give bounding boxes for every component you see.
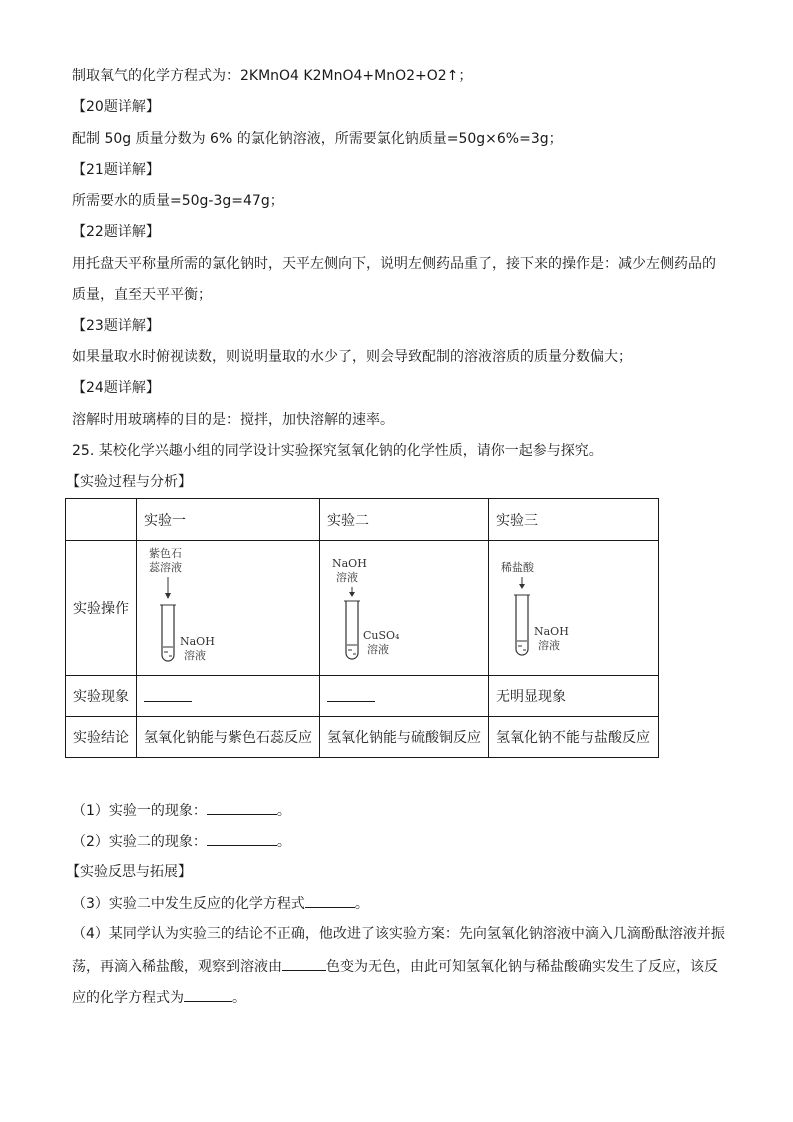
answer-blank [327,687,375,702]
answer-blank [207,831,277,846]
heading-24: 【24题详解】 [72,380,160,396]
conclusion-exp1: 氢氧化钠能与紫色石蕊反应 [137,717,320,758]
test-tube-2-icon [340,587,364,667]
phenomenon-exp3: 无明显现象 [489,676,659,717]
answer-line-22b: 质量，直至天平平衡； [72,287,212,303]
conclusion-exp3: 氢氧化钠不能与盐酸反应 [489,717,659,758]
question-4-line-3 [72,987,246,1008]
answer-blank [207,800,277,815]
heading-23: 【23题详解】 [72,318,160,334]
question-4-text-a: 荡，再滴入稀盐酸，观察到溶液由 [72,959,282,975]
question-1-period: 。 [276,803,291,819]
diagram2-drop-label-1: NaOH [332,557,367,570]
heading-22: 【22题详解】 [72,224,160,240]
row-label-phenomenon: 实验现象 [66,676,137,717]
answer-blank [282,956,326,971]
question-1-text: （1）实验一的现象： [72,803,207,819]
diagram1-drop-label-2: 蕊溶液 [149,561,182,574]
test-tube-1-icon [156,577,180,667]
answer-line-21: 所需要水的质量=50g-3g=47g； [72,193,284,209]
experiment-table [65,498,659,758]
conclusion-exp2: 氢氧化钠能与硫酸铜反应 [320,717,489,758]
question-2 [72,831,291,852]
answer-line-oxygen: 制取氧气的化学方程式为：2KMnO4 K2MnO4+MnO2+O2↑； [72,68,473,84]
row-label-operation: 实验操作 [66,541,137,676]
diagram3-tube-label-2: 溶液 [538,639,560,652]
answer-blank [184,987,232,1002]
header-exp3: 实验三 [489,499,659,541]
question-4-period: 。 [232,990,246,1006]
question-4-line-2 [72,956,718,977]
diagram2-tube-label-2: 溶液 [367,643,389,656]
section-reflect: 【实验反思与拓展】 [66,864,192,880]
header-exp1: 实验一 [137,499,320,541]
phenomenon-exp1-blank [137,676,320,717]
question-4-text-b: 色变为无色，由此可知氢氧化钠与稀盐酸确实发生了反应，该反 [326,959,718,975]
diagram3-tube-label-1: NaOH [534,625,569,638]
question-4-line-1: （4）某同学认为实验三的结论不正确，他改进了该实验方案：先向氢氧化钠溶液中滴入几滴酚酞溶液并振 [72,926,725,942]
diagram1-tube-label-2: 溶液 [184,649,206,662]
answer-blank [305,893,355,908]
diagram3-drop-label-1: 稀盐酸 [501,561,534,574]
diagram2-tube-label-1: CuSO₄ [363,629,400,642]
test-tube-3-icon [510,577,534,661]
diagram2-drop-label-2: 溶液 [336,571,358,584]
answer-line-22a: 用托盘天平称量所需的氯化钠时，天平左侧向下，说明左侧药品重了，接下来的操作是：减少左侧药品的 [72,256,716,272]
answer-line-23: 如果量取水时俯视读数，则说明量取的水少了，则会导致配制的溶液溶质的质量分数偏大； [72,349,632,365]
answer-blank [144,687,192,702]
question-4-text-c: 应的化学方程式为 [72,990,184,1006]
header-exp2: 实验二 [320,499,489,541]
diagram-cell-exp3 [489,541,659,676]
diagram-cell-exp1 [137,541,320,676]
diagram-cell-exp2 [320,541,489,676]
heading-21: 【21题详解】 [72,162,160,178]
phenomenon-exp2-blank [320,676,489,717]
question-2-text: （2）实验二的现象： [72,834,207,850]
answer-line-24: 溶解时用玻璃棒的目的是：搅拌，加快溶解的速率。 [72,412,394,428]
row-label-conclusion: 实验结论 [66,717,137,758]
heading-20: 【20题详解】 [72,99,160,115]
diagram1-tube-label-1: NaOH [180,635,215,648]
section-process: 【实验过程与分析】 [66,474,192,490]
question-3-text: （3）实验二中发生反应的化学方程式 [72,896,305,912]
answer-line-20: 配制 50g 质量分数为 6% 的氯化钠溶液，所需要氯化钠质量=50g×6%=3g； [72,131,563,147]
question-2-period: 。 [276,834,291,850]
question-25: 25. 某校化学兴趣小组的同学设计实验探究氢氧化钠的化学性质，请你一起参与探究。 [72,443,603,459]
question-1 [72,800,291,821]
diagram1-drop-label-1: 紫色石 [149,547,182,560]
header-empty-cell [66,499,137,541]
question-3-period: 。 [354,896,369,912]
question-3 [72,893,369,914]
